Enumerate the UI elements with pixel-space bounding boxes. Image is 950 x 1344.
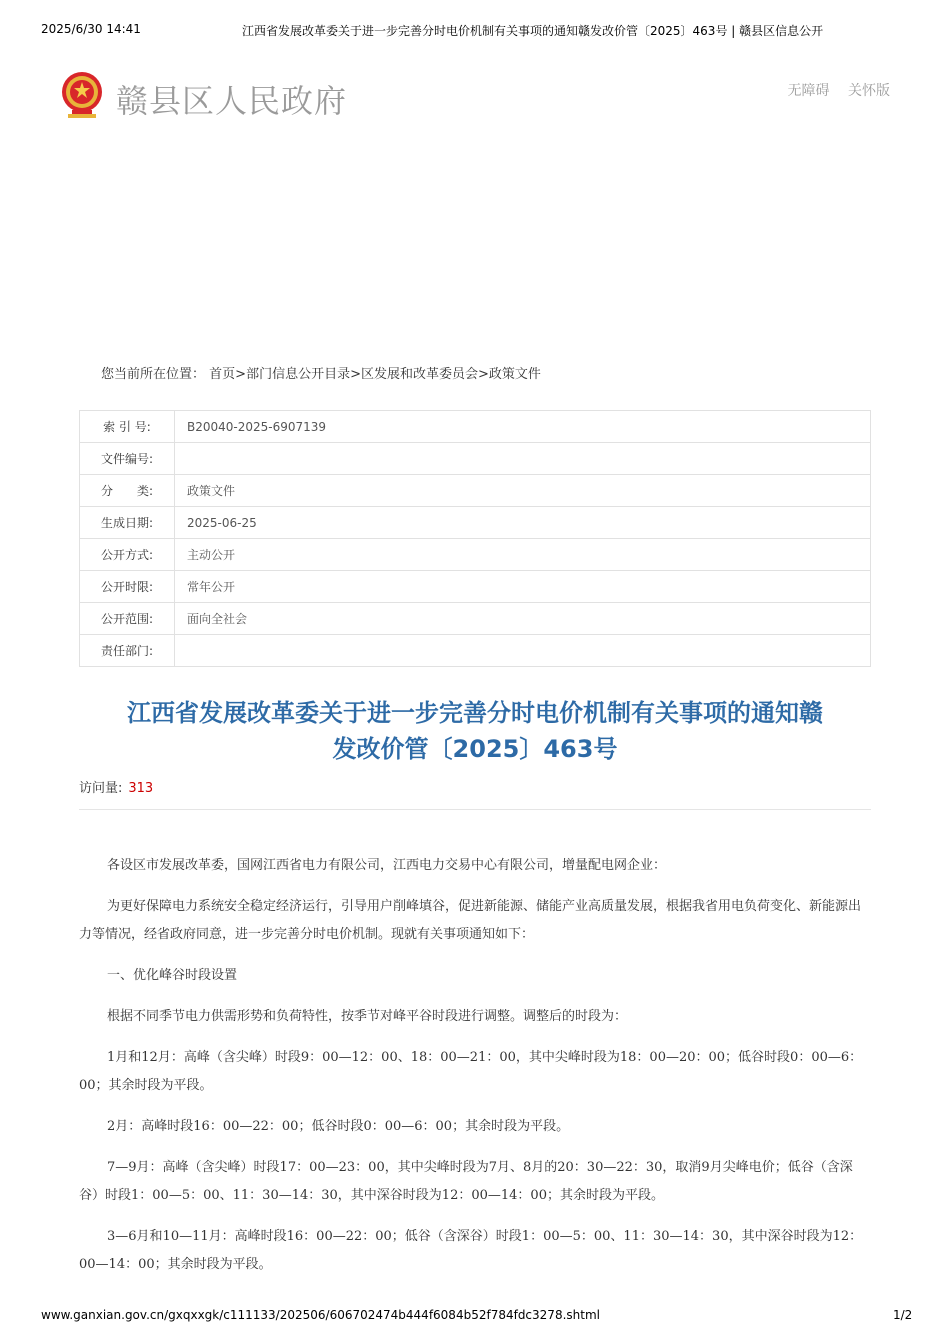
visits-label: 访问量: xyxy=(79,781,123,796)
meta-label: 公开范围: xyxy=(80,603,175,635)
elderly-mode-link[interactable]: 关怀版 xyxy=(848,83,890,99)
meta-row-file-number xyxy=(80,443,871,475)
national-emblem-icon xyxy=(58,70,106,120)
meta-label: 文件编号: xyxy=(80,443,175,475)
meta-value: 政策文件 xyxy=(175,475,871,507)
meta-label: 公开方式: xyxy=(80,539,175,571)
print-datetime: 2025/6/30 14:41 xyxy=(41,22,141,36)
site-links xyxy=(774,80,890,100)
breadcrumb-directory[interactable]: 部门信息公开目录 xyxy=(246,367,351,382)
print-page-number: 1/2 xyxy=(893,1308,913,1322)
accessibility-link[interactable]: 无障碍 xyxy=(787,83,830,99)
paragraph: 3—6月和10—11月：高峰时段16：00—22：00；低谷（含深谷）时段1：00—5：00、11：30—14：30，其中深谷时段为12：00—14：00；其余时段为平段。 xyxy=(79,1229,863,1272)
meta-label: 索 引 号: xyxy=(80,411,175,443)
meta-value: 面向全社会 xyxy=(175,603,871,635)
article-title-line1: 江西省发展改革委关于进一步完善分时电价机制有关事项的通知赣 xyxy=(127,699,823,727)
breadcrumb-prefix: 您当前所在位置： xyxy=(101,367,206,382)
breadcrumb-separator: > xyxy=(350,367,361,382)
meta-row-date xyxy=(80,507,871,539)
meta-row-department xyxy=(80,635,871,667)
breadcrumb-policy[interactable]: 政策文件 xyxy=(488,367,541,382)
article-body xyxy=(79,852,871,1292)
meta-value: B20040-2025-6907139 xyxy=(175,411,871,443)
meta-value: 2025-06-25 xyxy=(175,507,871,539)
site-name[interactable]: 赣县区人民政府 xyxy=(116,82,348,120)
paragraph: 7—9月：高峰（含尖峰）时段17：00—23：00，其中尖峰时段为7月、8月的20：30—22：30，取消9月尖峰电价；低谷（含深谷）时段1：00—5：00、11：30—14：30，其中深谷时段为12：00—14：00；其余时段为平段。 xyxy=(79,1160,853,1203)
breadcrumb-separator: > xyxy=(478,367,489,382)
paragraph: 各设区市发展改革委，国网江西省电力有限公司，江西电力交易中心有限公司，增量配电网企业： xyxy=(107,858,667,873)
print-url: www.ganxian.gov.cn/gxqxxgk/c111133/202506/606702474b444f6084b52f784fdc3278.shtml xyxy=(41,1308,600,1322)
meta-value: 主动公开 xyxy=(175,539,871,571)
print-header xyxy=(0,22,950,40)
article-title-line2: 发改价管〔2025〕463号 xyxy=(332,735,618,763)
breadcrumb xyxy=(101,363,541,382)
meta-label: 公开时限: xyxy=(80,571,175,603)
article-title xyxy=(79,695,871,767)
meta-label: 分 类: xyxy=(80,475,175,507)
paragraph: 为更好保障电力系统安全稳定经济运行，引导用户削峰填谷，促进新能源、储能产业高质量发展，根据我省用电负荷变化、新能源出力等情况，经省政府同意，进一步完善分时电价机制。现就有关事项通知如下： xyxy=(79,899,862,942)
meta-label: 生成日期: xyxy=(80,507,175,539)
paragraph: 1月和12月：高峰（含尖峰）时段9：00—12：00、18：00—21：00，其中尖峰时段为18：00—20：00；低谷时段0：00—6：00；其余时段为平段。 xyxy=(79,1050,863,1093)
meta-value: 常年公开 xyxy=(175,571,871,603)
breadcrumb-department[interactable]: 区发展和改革委员会 xyxy=(361,367,479,382)
meta-row-disclosure-method xyxy=(80,539,871,571)
site-header xyxy=(58,68,890,124)
print-page-title: 江西省发展改革委关于进一步完善分时电价机制有关事项的通知赣发改价管〔2025〕463号 | 赣县区信息公开 xyxy=(242,24,824,38)
visits-count: 313 xyxy=(128,781,154,796)
paragraph: 根据不同季节电力供需形势和负荷特性，按季节对峰平谷时段进行调整。调整后的时段为： xyxy=(107,1009,628,1024)
visit-counter xyxy=(79,777,153,796)
meta-row-disclosure-scope xyxy=(80,603,871,635)
meta-row-index xyxy=(80,411,871,443)
meta-label: 责任部门: xyxy=(80,635,175,667)
meta-value xyxy=(175,635,871,667)
breadcrumb-separator: > xyxy=(235,367,247,382)
section-heading: 一、优化峰谷时段设置 xyxy=(107,968,238,983)
paragraph: 2月：高峰时段16：00—22：00；低谷时段0：00—6：00；其余时段为平段。 xyxy=(107,1119,570,1134)
document-meta-table xyxy=(79,410,871,667)
meta-row-category xyxy=(80,475,871,507)
breadcrumb-home[interactable]: 首页 xyxy=(209,367,236,382)
meta-row-disclosure-period xyxy=(80,571,871,603)
content-divider xyxy=(79,809,871,810)
meta-value xyxy=(175,443,871,475)
